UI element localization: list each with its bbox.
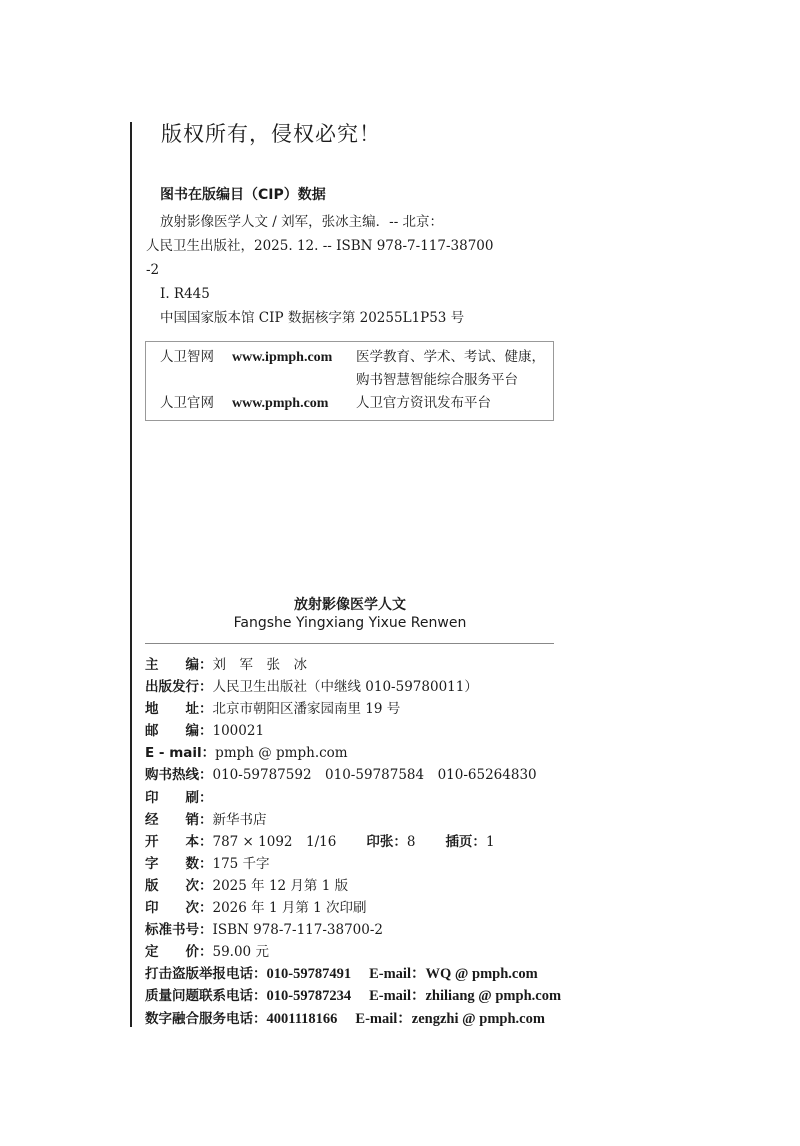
book-title: 放射影像医学人文	[294, 597, 406, 613]
info-value: 新华书店	[212, 811, 267, 828]
info-label: 数字融合服务电话：	[145, 1010, 267, 1027]
website-row	[160, 369, 553, 392]
cip-line: 人民卫生出版社，2025. 12. -- ISBN 978-7-117-38700	[146, 238, 494, 254]
info-value: 1	[485, 833, 495, 850]
info-label: 印张：	[366, 833, 407, 850]
info-row-distributor	[145, 809, 565, 831]
info-label: 出版发行：	[145, 679, 213, 696]
cip-data-block	[146, 210, 526, 330]
info-value[interactable]: pmph @ pmph.com	[215, 745, 348, 762]
info-label: 字 数：	[145, 855, 213, 872]
info-label: E-mail：	[369, 988, 426, 1005]
publication-info	[145, 654, 565, 1030]
info-label: 经 销：	[145, 811, 213, 828]
info-label: 插页：	[445, 833, 486, 850]
info-value: 8	[406, 833, 416, 850]
margin-rule	[130, 122, 132, 1027]
info-row-isbn	[145, 919, 565, 941]
info-label: E-mail：	[355, 1010, 412, 1027]
info-row-hotline	[145, 764, 565, 786]
info-label: 印 次：	[145, 900, 213, 917]
website-info-box	[145, 341, 554, 421]
cip-heading: 图书在版编目（CIP）数据	[160, 187, 326, 203]
cip-line: -2	[146, 262, 160, 278]
info-row-quality	[145, 985, 565, 1007]
info-value: 010-59787592 010-59787584 010-65264830	[212, 767, 537, 784]
info-value: 100021	[212, 723, 265, 740]
info-value: 4001118166	[266, 1010, 338, 1027]
info-row-printing	[145, 897, 565, 919]
website-name: 人卫智网	[160, 349, 214, 365]
info-row-digital	[145, 1008, 565, 1030]
info-label: 印 刷：	[145, 789, 213, 806]
info-label: 开 本：	[145, 833, 213, 850]
info-value: 人民卫生出版社（中继线 010-59780011）	[212, 679, 478, 696]
website-row	[160, 392, 553, 415]
website-row	[160, 346, 553, 369]
info-row-postcode	[145, 720, 565, 742]
info-label: 邮 编：	[145, 723, 213, 740]
info-value: 787 × 1092 1/16	[212, 833, 337, 850]
info-value[interactable]: zengzhi @ pmph.com	[411, 1010, 545, 1027]
info-value: 010-59787234	[266, 988, 352, 1005]
info-row-piracy	[145, 963, 565, 985]
info-value: 2025 年 12 月第 1 版	[212, 877, 349, 894]
info-value: 59.00 元	[212, 944, 269, 961]
info-label: 购书热线：	[145, 767, 213, 784]
info-label: 标准书号：	[145, 922, 213, 939]
book-title-pinyin: Fangshe Yingxiang Yixue Renwen	[233, 615, 467, 631]
info-row-publisher	[145, 676, 565, 698]
website-name: 人卫官网	[160, 395, 214, 411]
cip-line: Ⅰ. R445	[160, 286, 210, 302]
info-row-editor	[145, 654, 565, 676]
info-label: 定 价：	[145, 944, 213, 961]
info-label: 质量问题联系电话：	[145, 988, 267, 1005]
info-label: E - mail：	[145, 745, 216, 762]
info-row-address	[145, 698, 565, 720]
cip-line: 中国国家版本馆 CIP 数据核字第 20255L1P53 号	[160, 310, 465, 326]
cip-line: 放射影像医学人文 / 刘军，张冰主编．-- 北京：	[160, 214, 444, 230]
divider	[145, 643, 554, 644]
info-label: 打击盗版举报电话：	[145, 966, 267, 983]
copyright-notice: 版权所有，侵权必究！	[161, 122, 381, 146]
website-desc: 医学教育、学术、考试、健康，	[356, 349, 545, 365]
info-value: ISBN 978-7-117-38700-2	[212, 922, 384, 939]
info-value: 2026 年 1 月第 1 次印刷	[212, 900, 367, 917]
info-value[interactable]: zhiliang @ pmph.com	[425, 988, 562, 1005]
info-value[interactable]: WQ @ pmph.com	[425, 966, 538, 983]
info-label: 版 次：	[145, 877, 213, 894]
website-url[interactable]: www.pmph.com	[232, 396, 329, 411]
info-value: 刘 军 张 冰	[212, 657, 307, 673]
website-desc: 购书智慧智能综合服务平台	[356, 372, 518, 388]
info-value: 010-59787491	[266, 966, 352, 983]
website-desc: 人卫官方资讯发布平台	[356, 395, 491, 411]
info-row-email	[145, 742, 565, 764]
info-row-price	[145, 941, 565, 963]
info-label: E-mail：	[369, 966, 426, 983]
info-row-edition	[145, 875, 565, 897]
website-url[interactable]: www.ipmph.com	[232, 350, 333, 365]
info-label: 地 址：	[145, 701, 213, 718]
info-row-printer	[145, 787, 565, 809]
info-row-words	[145, 853, 565, 875]
info-label: 主 编：	[145, 657, 213, 673]
info-value: 北京市朝阳区潘家园南里 19 号	[212, 701, 401, 718]
info-row-format	[145, 831, 565, 853]
info-value: 175 千字	[212, 855, 270, 872]
